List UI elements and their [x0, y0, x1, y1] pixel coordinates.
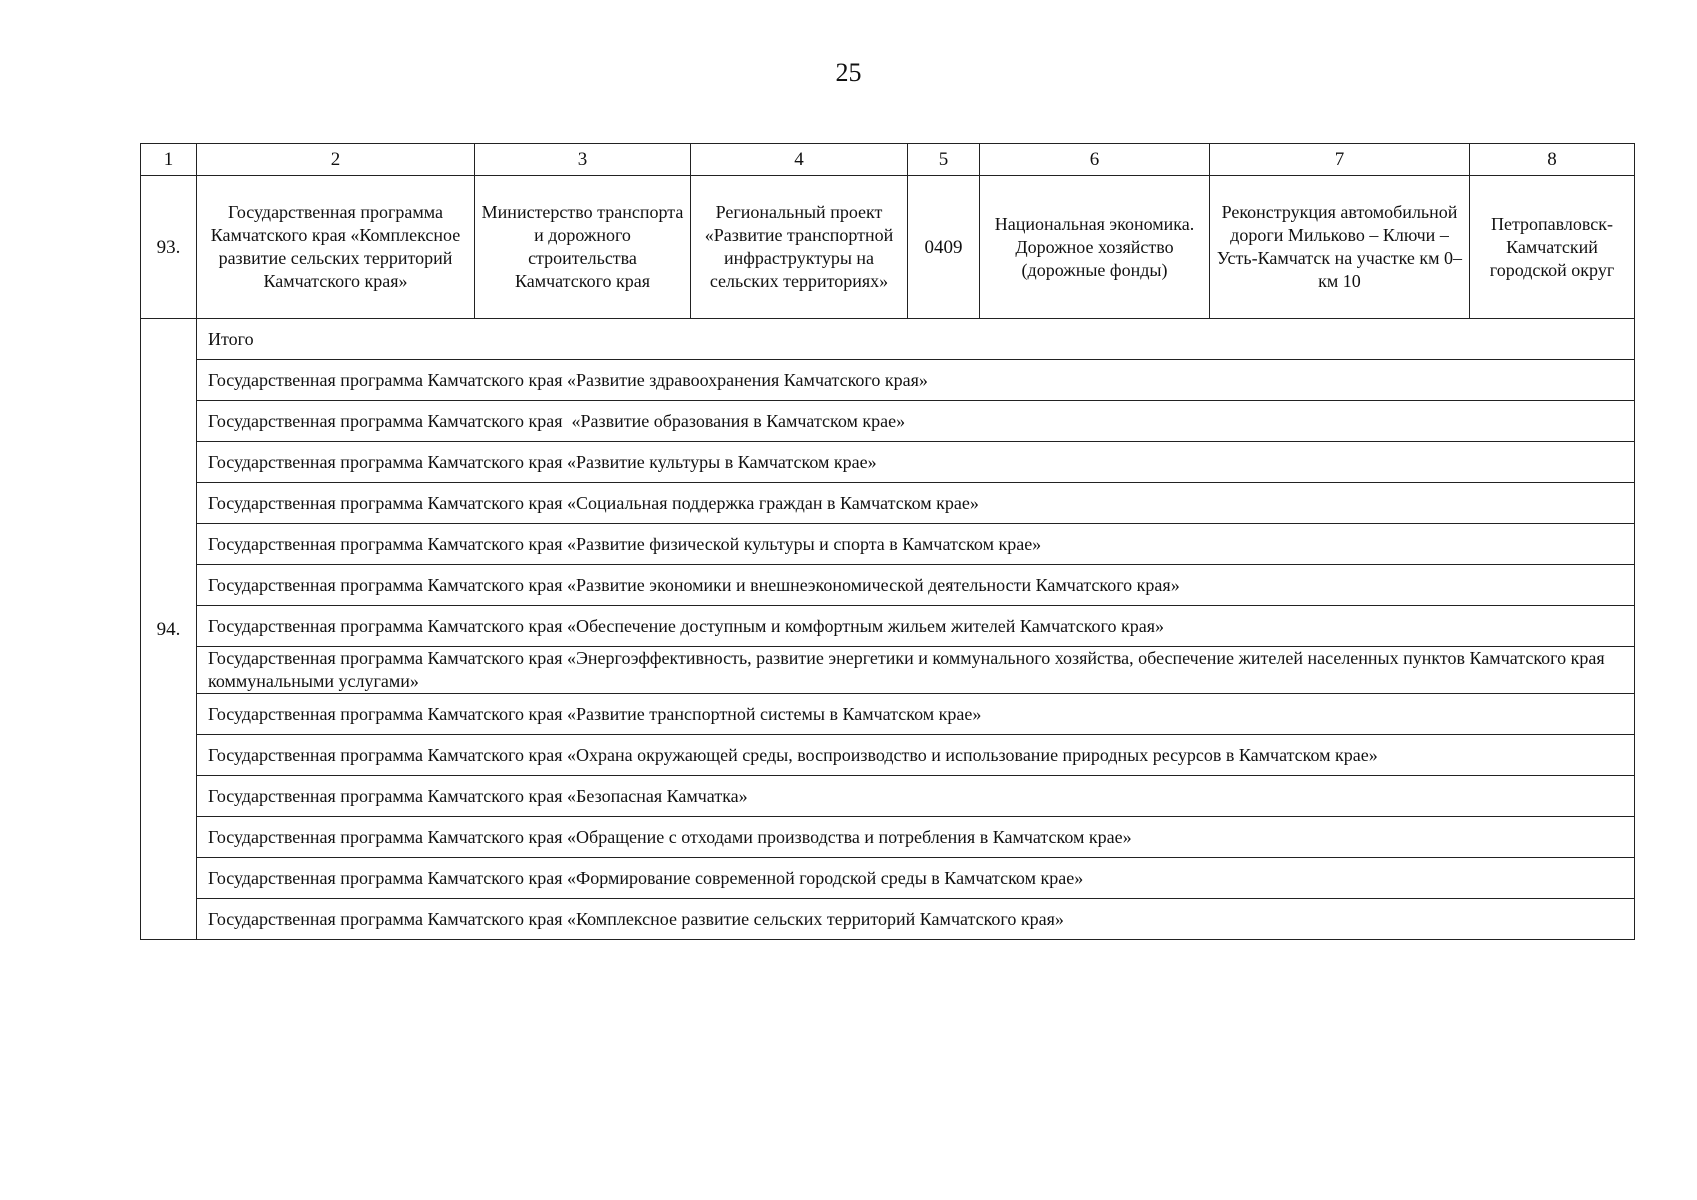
list-item: [141, 442, 1635, 483]
total-label: Итого: [197, 319, 1635, 360]
program-name: Государственная программа Камчатского края «Развитие образования в Камчатском крае»: [197, 401, 1635, 442]
code-cell: 0409: [908, 176, 980, 319]
section-cell: Национальная экономика. Дорожное хозяйство (дорожные фонды): [980, 176, 1210, 319]
program-name: Государственная программа Камчатского края «Охрана окружающей среды, воспроизводство и использование природных ресурсов в Камчатском крае»: [197, 735, 1635, 776]
column-header-4: 4: [691, 144, 908, 176]
list-item: [141, 899, 1635, 940]
executor-cell: Министерство транспорта и дорожного строительства Камчатского края: [475, 176, 691, 319]
column-header-5: 5: [908, 144, 980, 176]
program-name: Государственная программа Камчатского края «Развитие транспортной системы в Камчатском крае»: [197, 694, 1635, 735]
column-number-row: [141, 144, 1635, 176]
program-name: Государственная программа Камчатского края «Формирование современной городской среды в Камчатском крае»: [197, 858, 1635, 899]
list-item: [141, 817, 1635, 858]
program-name: Государственная программа Камчатского края «Развитие экономики и внешнеэкономической деятельности Камчатского края»: [197, 565, 1635, 606]
program-name: Государственная программа Камчатского края «Обращение с отходами производства и потребления в Камчатском крае»: [197, 817, 1635, 858]
table-row-93: [141, 176, 1635, 319]
program-name: Государственная программа Камчатского края «Обеспечение доступным и комфортным жильем жителей Камчатского края»: [197, 606, 1635, 647]
row-number: 93.: [141, 176, 197, 319]
column-header-2: 2: [197, 144, 475, 176]
list-item: [141, 524, 1635, 565]
column-header-3: 3: [475, 144, 691, 176]
column-header-6: 6: [980, 144, 1210, 176]
list-item: [141, 776, 1635, 817]
list-item: [141, 360, 1635, 401]
column-header-7: 7: [1210, 144, 1470, 176]
list-item: [141, 606, 1635, 647]
program-cell: Государственная программа Камчатского края «Комплексное развитие сельских территорий Камчатского края»: [197, 176, 475, 319]
column-header-1: 1: [141, 144, 197, 176]
project-cell: Региональный проект «Развитие транспортной инфраструктуры на сельских территориях»: [691, 176, 908, 319]
list-item: [141, 401, 1635, 442]
program-name: Государственная программа Камчатского края «Развитие здравоохранения Камчатского края»: [197, 360, 1635, 401]
municipality-cell: Петропавловск-Камчатский городской округ: [1470, 176, 1635, 319]
program-name: Государственная программа Камчатского края «Энергоэффективность, развитие энергетики и коммунального хозяйства, обеспечение жителей населенных пунктов Камчатского края коммунальными услугами»: [197, 647, 1635, 694]
program-name: Государственная программа Камчатского края «Безопасная Камчатка»: [197, 776, 1635, 817]
list-item: [141, 735, 1635, 776]
page-number: 25: [835, 58, 862, 87]
list-item: [141, 647, 1635, 694]
column-header-8: 8: [1470, 144, 1635, 176]
budget-table: [140, 143, 1635, 940]
list-item: [141, 483, 1635, 524]
program-name: Государственная программа Камчатского края «Комплексное развитие сельских территорий Камчатского края»: [197, 899, 1635, 940]
row-number: 94.: [141, 319, 197, 940]
table-row-94: [141, 319, 1635, 360]
list-item: [141, 858, 1635, 899]
program-name: Государственная программа Камчатского края «Социальная поддержка граждан в Камчатском крае»: [197, 483, 1635, 524]
object-cell: Реконструкция автомобильной дороги Мильково – Ключи – Усть-Камчатск на участке км 0–км 10: [1210, 176, 1470, 319]
list-item: [141, 694, 1635, 735]
program-name: Государственная программа Камчатского края «Развитие культуры в Камчатском крае»: [197, 442, 1635, 483]
program-name: Государственная программа Камчатского края «Развитие физической культуры и спорта в Камчатском крае»: [197, 524, 1635, 565]
list-item: [141, 565, 1635, 606]
